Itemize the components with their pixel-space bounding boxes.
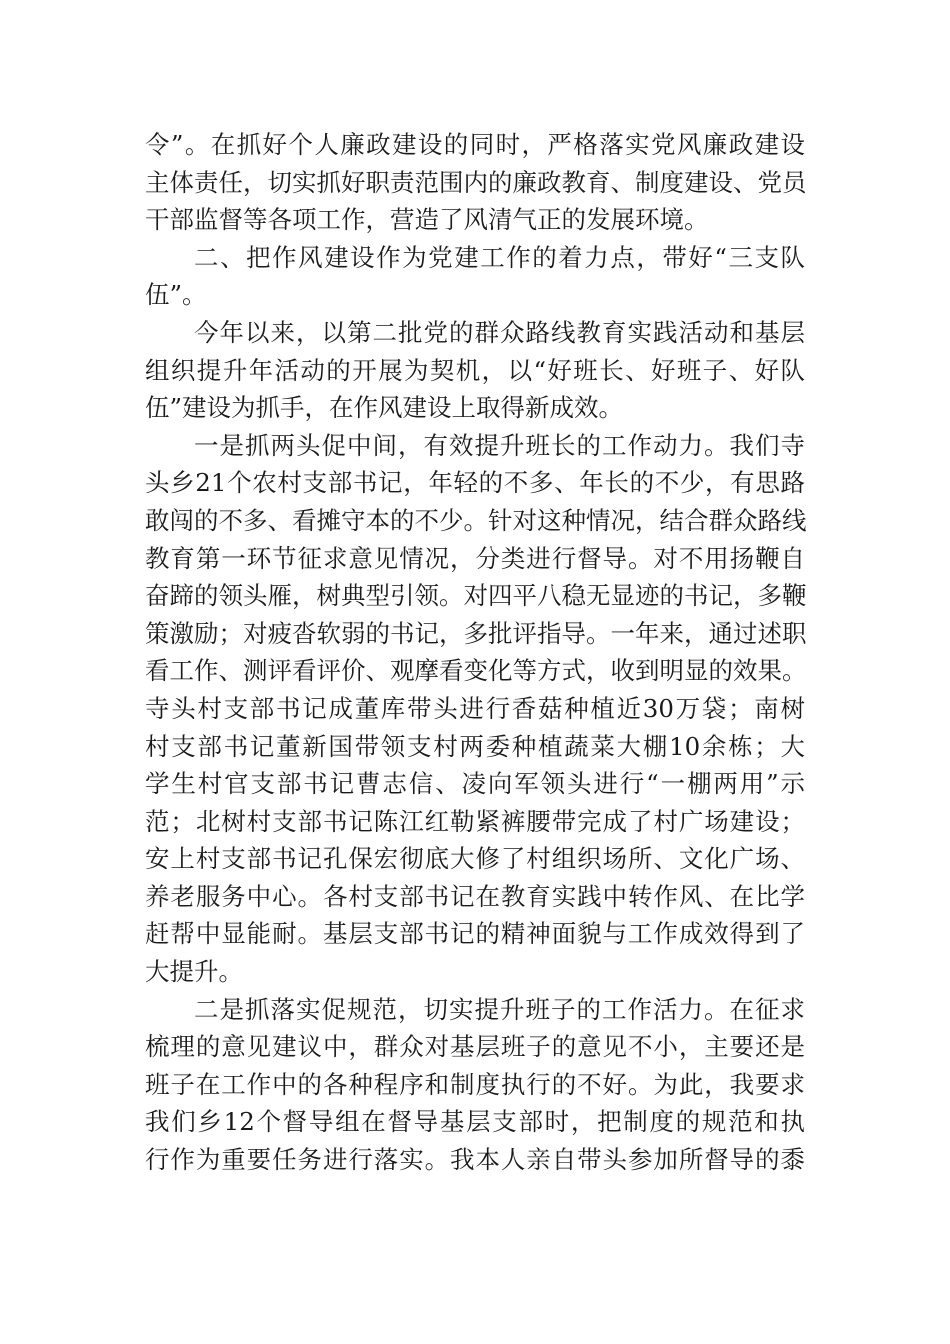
- body-line: 梳理的意见建议中，群众对基层班子的意见不小，主要还是: [145, 1032, 805, 1062]
- body-line: 行作为重要任务进行落实。我本人亲自带头参加所督导的黍: [145, 1145, 805, 1175]
- body-line: 今年以来，以第二批党的群众路线教育实践活动和基层: [194, 317, 805, 347]
- body-line: 令”。在抓好个人廉政建设的同时，严格落实党风廉政建设: [145, 130, 805, 159]
- body-line: 奋蹄的领头雁，树典型引领。对四平八稳无显迹的书记，多鞭: [145, 581, 807, 611]
- body-line: 教育第一环节征求意见情况，分类进行督导。对不用扬鞭自: [145, 543, 805, 573]
- body-line: 养老服务中心。各村支部书记在教育实践中转作风、在比学: [145, 881, 805, 911]
- body-line: 范；北树村支部书记陈江红勒紧裤腰带完成了村广场建设；: [145, 806, 805, 836]
- body-line: 策激励；对疲沓软弱的书记，多批评指导。一年来，通过述职: [145, 618, 807, 648]
- section-heading-line: 二、把作风建设作为党建工作的着力点，带好“三支队: [194, 242, 805, 272]
- body-line: 看工作、测评看评价、观摩看变化等方式，收到明显的效果。: [145, 656, 807, 686]
- body-line: 大提升。: [145, 957, 243, 987]
- body-line: 主体责任，切实抓好职责范围内的廉政教育、制度建设、党员: [145, 167, 807, 197]
- document-body: [145, 126, 805, 1179]
- body-line: 敢闯的不多、看摊守本的不少。针对这种情况，结合群众路线: [145, 505, 807, 535]
- body-line: 一是抓两头促中间，有效提升班长的工作动力。我们寺: [194, 430, 805, 460]
- body-line: 学生村官支部书记曹志信、凌向军领头进行“一棚两用”示: [145, 769, 805, 799]
- section-heading-line: 伍”。: [145, 280, 207, 310]
- body-line: 赶帮中显能耐。基层支部书记的精神面貌与工作成效得到了: [145, 919, 805, 949]
- body-line: 安上村支部书记孔保宏彻底大修了村组织场所、文化广场、: [145, 844, 805, 874]
- body-line: 二是抓落实促规范，切实提升班子的工作活力。在征求: [194, 994, 805, 1024]
- body-line: 干部监督等各项工作，营造了风清气正的发展环境。: [145, 205, 709, 235]
- body-line: 寺头村支部书记成董库带头进行香菇种植近30万袋；南树: [145, 693, 805, 723]
- body-line: 班子在工作中的各种程序和制度执行的不好。为此，我要求: [145, 1069, 805, 1099]
- body-line: 我们乡12个督导组在督导基层支部时，把制度的规范和执: [145, 1107, 805, 1137]
- body-line: 伍”建设为抓手，在作风建设上取得新成效。: [145, 393, 624, 423]
- body-line: 头乡21个农村支部书记，年轻的不多、年长的不少，有思路: [145, 468, 805, 498]
- body-line: 组织提升年活动的开展为契机，以“好班长、好班子、好队: [145, 355, 805, 385]
- body-line: 村支部书记董新国带领支村两委种植蔬菜大棚10余栋；大: [145, 731, 805, 761]
